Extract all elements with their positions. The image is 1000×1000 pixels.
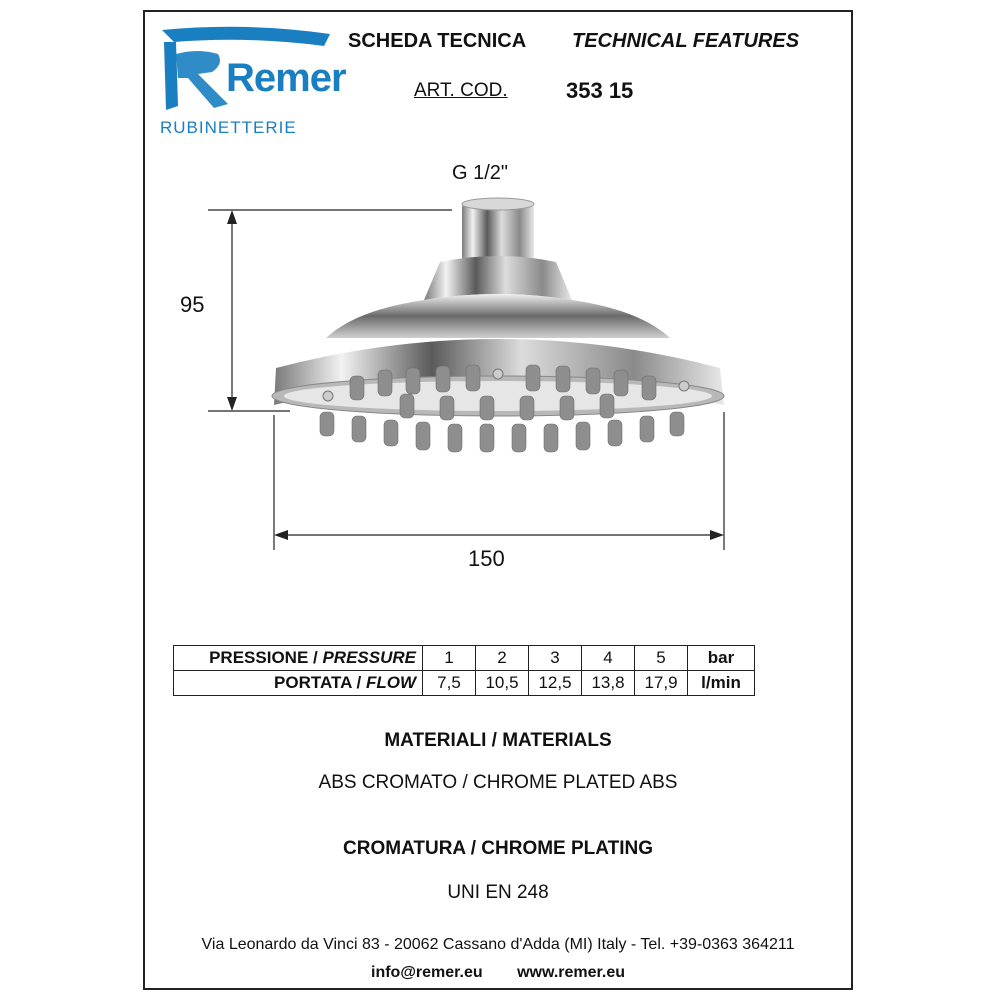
thread-size-label: G 1/2": [452, 162, 509, 184]
materials-title: MATERIALI / MATERIALS: [384, 730, 612, 751]
title-italian: SCHEDA TECNICA: [348, 30, 527, 52]
pressure-flow-table: [173, 645, 755, 696]
contact-line: [143, 964, 853, 982]
pressure-value: 3: [529, 646, 582, 671]
email-link[interactable]: info@remer.eu: [371, 964, 483, 981]
flow-unit: l/min: [688, 671, 755, 696]
pressure-row-header: PRESSIONE / PRESSURE: [174, 646, 423, 671]
article-code: 353 15: [566, 78, 634, 103]
flow-value: 10,5: [476, 671, 529, 696]
flow-value: 17,9: [635, 671, 688, 696]
plating-title: CROMATURA / CHROME PLATING: [343, 838, 653, 859]
flow-row-header: PORTATA / FLOW: [174, 671, 423, 696]
flow-value: 13,8: [582, 671, 635, 696]
company-address: Via Leonardo da Vinci 83 - 20062 Cassano d'Adda (MI) Italy - Tel. +39-0363 364211: [201, 936, 795, 953]
pressure-value: 5: [635, 646, 688, 671]
height-dimension: 95: [180, 292, 205, 317]
title-english: TECHNICAL FEATURES: [572, 30, 800, 52]
logo-subtitle: RUBINETTERIE: [160, 118, 297, 137]
flow-value: 12,5: [529, 671, 582, 696]
width-dimension: 150: [468, 546, 505, 571]
pressure-value: 1: [423, 646, 476, 671]
pressure-value: 4: [582, 646, 635, 671]
pressure-unit: bar: [688, 646, 755, 671]
plating-value: UNI EN 248: [447, 882, 549, 903]
pressure-value: 2: [476, 646, 529, 671]
article-code-label: ART. COD.: [414, 80, 508, 101]
flow-value: 7,5: [423, 671, 476, 696]
flow-row: [174, 671, 755, 696]
shower-head-drawing: [200, 190, 760, 560]
pressure-row: [174, 646, 755, 671]
logo-brand-text: Remer: [226, 56, 346, 100]
website-link[interactable]: www.remer.eu: [517, 964, 625, 981]
materials-value: ABS CROMATO / CHROME PLATED ABS: [318, 772, 678, 793]
